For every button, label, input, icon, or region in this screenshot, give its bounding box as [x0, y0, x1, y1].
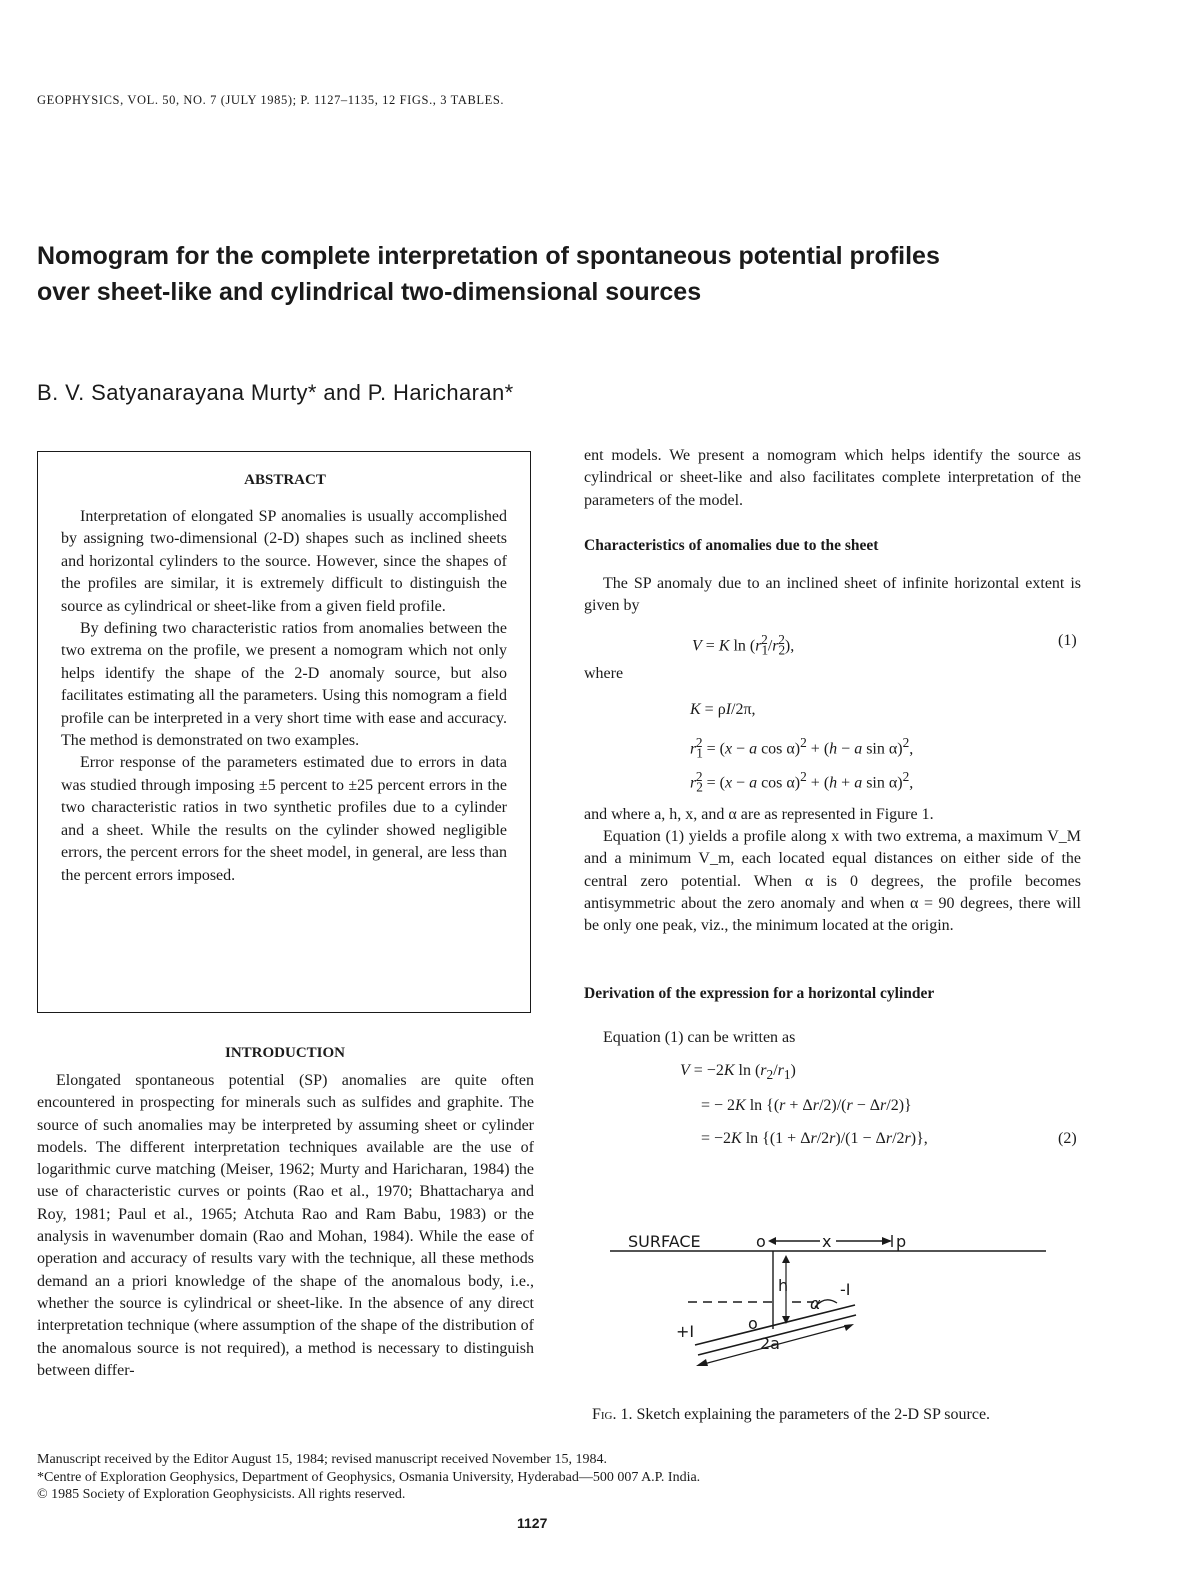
- equation-2-line-2: = − 2K ln {(r + Δr/2)/(r − Δr/2)}: [701, 1097, 912, 1114]
- introduction-text: Elongated spontaneous potential (SP) anomalies are quite often encountered in prospecting for minerals such as sulfides and graphite. The source of such anomalies may be interpreted by assuming sheet or cylinder models. The different interpretation techniques available are the use of logarithmic curve matching (Meiser, 1962; Murty and Haricharan, 1984) the use of characteristic curves or points (Rao et al., 1970; Bhattacharya and Roy, 1981; Paul et al., 1965; Atchuta Rao and Ram Babu, 1983) or the analysis in wavenumber domain (Rao and Mohan, 1984). While the ease of operation and accuracy of results vary with the technique, all these methods demand an a priori knowledge of the shape of the anomalous body, i.e., whether the source is cylindrical or sheet-like. In the absence of any direct interpretation technique (where assumption of the shape of the distribution of the anomalous source is not required), a method is necessary to distinguish between differ-: [37, 1072, 534, 1379]
- sheet-section-heading: Characteristics of anomalies due to the sheet: [584, 537, 879, 554]
- two-a-arrow-left-head: [696, 1359, 708, 1366]
- equation-r2: $r_2^2 = (x - a$ cos α)$^2$ + (h + a sin α)$^2$,: [690, 769, 914, 795]
- equation-1-number: (1): [1058, 632, 1077, 649]
- p-label: p: [896, 1232, 907, 1251]
- equation-k: K = ρI/2π,: [690, 701, 756, 718]
- abstract-heading: ABSTRACT: [244, 472, 326, 488]
- title-line-1: Nomogram for the complete interpretation of spontaneous potential profiles: [37, 242, 940, 270]
- x-arrow-right-head: [882, 1237, 892, 1245]
- footnotes: [37, 1451, 700, 1504]
- authors: B. V. Satyanarayana Murty* and P. Haricharan*: [37, 380, 514, 405]
- cylinder-section-heading: Derivation of the expression for a horizontal cylinder: [584, 985, 935, 1002]
- abstract-body: [61, 506, 507, 887]
- h-label: h: [778, 1276, 789, 1295]
- footnote-copyright: © 1985 Society of Exploration Geophysicists. All rights reserved.: [37, 1487, 406, 1502]
- figure-caption-text: Sketch explaining the parameters of the 2-D SP source.: [636, 1406, 991, 1423]
- h-arrow-up-head: [782, 1255, 790, 1263]
- centre-o-label: o: [748, 1314, 758, 1333]
- abstract-paragraph-2: By defining two characteristic ratios from anomalies between the two extrema on the profile, we present a nomogram which not only helps identify the shape of the 2-D anomaly source, but also facilitates estimating all the parameters. Using this nomogram a field profile can be interpreted in a very short time with ease and accuracy. The method is demonstrated on two examples.: [61, 620, 507, 750]
- page-number: 1127: [517, 1515, 548, 1531]
- journal-header: GEOPHYSICS, VOL. 50, NO. 7 (JULY 1985); P. 1127–1135, 12 FIGS., 3 TABLES.: [37, 93, 505, 107]
- figure-1-sketch: [610, 1225, 1060, 1375]
- plus-i-label: +I: [676, 1322, 695, 1341]
- figure-caption-prefix: Fig. 1.: [592, 1406, 633, 1423]
- equation-r1: $r_1^2 = (x - a$ cos α)$^2$ + (h − a sin α)$^2$,: [690, 735, 914, 761]
- equation-2-number: (2): [1058, 1130, 1077, 1147]
- alpha-label: α: [810, 1294, 821, 1313]
- footnote-received: Manuscript received by the Editor August 15, 1984; revised manuscript received November 15, 1984.: [37, 1452, 607, 1467]
- x-arrow-left-head: [768, 1237, 776, 1245]
- footnote-affiliation: *Centre of Exploration Geophysics, Department of Geophysics, Osmania University, Hyderabad—500 007 A.P. India.: [37, 1469, 701, 1485]
- cylinder-section-text: Equation (1) can be written as: [603, 1029, 796, 1046]
- extrema-text: Equation (1) yields a profile along x with two extrema, a maximum V_M and a minimum V_m, each located equal distances on either side of the central zero potential. When α is 0 degrees, the profile becomes antisymmetric about the zero anomaly and when α = 90 degrees, there will be only one peak, viz., the minimum located at the origin.: [584, 828, 1082, 935]
- x-label: x: [822, 1232, 832, 1251]
- equation-2-line-1: V = −2K $\ln (r_2/r_1)$: [680, 1062, 796, 1083]
- abstract-paragraph-3: Error response of the parameters estimated due to errors in data was studied through imposing ±5 percent to ±25 percent errors in the two characteristic ratios in two synthetic profiles due to a cylinder and a sheet. While the results on the cylinder showed negligible errors, the percent errors for the sheet model, in general, are less than the percent errors imposed.: [61, 754, 507, 884]
- title-line-2: over sheet-like and cylindrical two-dimensional sources: [37, 278, 702, 306]
- figure-1-caption: [592, 1406, 990, 1424]
- where-label: where: [584, 665, 624, 682]
- surface-label: SURFACE: [628, 1232, 701, 1251]
- origin-label: o: [756, 1232, 766, 1251]
- two-a-arrow-right-head: [844, 1324, 854, 1331]
- equation-1: V = K $\ln (r_1^2/r_2^2)$,: [692, 632, 795, 658]
- minus-i-label: -I: [840, 1280, 851, 1299]
- abstract-paragraph-1: Interpretation of elongated SP anomalies is usually accomplished by assigning two-dimensional (2-D) shapes such as inclined sheets and horizontal cylinders to the source. However, since the shapes of the profiles are similar, it is extremely difficult to distinguish the source as cylindrical or sheet-like from a given field profile.: [61, 508, 507, 615]
- equation-2-line-3: = −2K ln {(1 + Δr/2r)/(1 − Δr/2r)},: [701, 1130, 928, 1147]
- figure-reference-text: and where a, h, x, and α are as represented in Figure 1.: [584, 806, 934, 823]
- introduction-heading: INTRODUCTION: [224, 1045, 345, 1061]
- paper-title: [37, 238, 1157, 310]
- sheet-section-text: The SP anomaly due to an inclined sheet of infinite horizontal extent is given by: [584, 575, 1081, 615]
- intro-continued: ent models. We present a nomogram which helps identify the source as cylindrical or sheet-like and also facilitates complete interpretation of the parameters of the model.: [584, 447, 1081, 509]
- two-a-label: 2a: [760, 1334, 780, 1353]
